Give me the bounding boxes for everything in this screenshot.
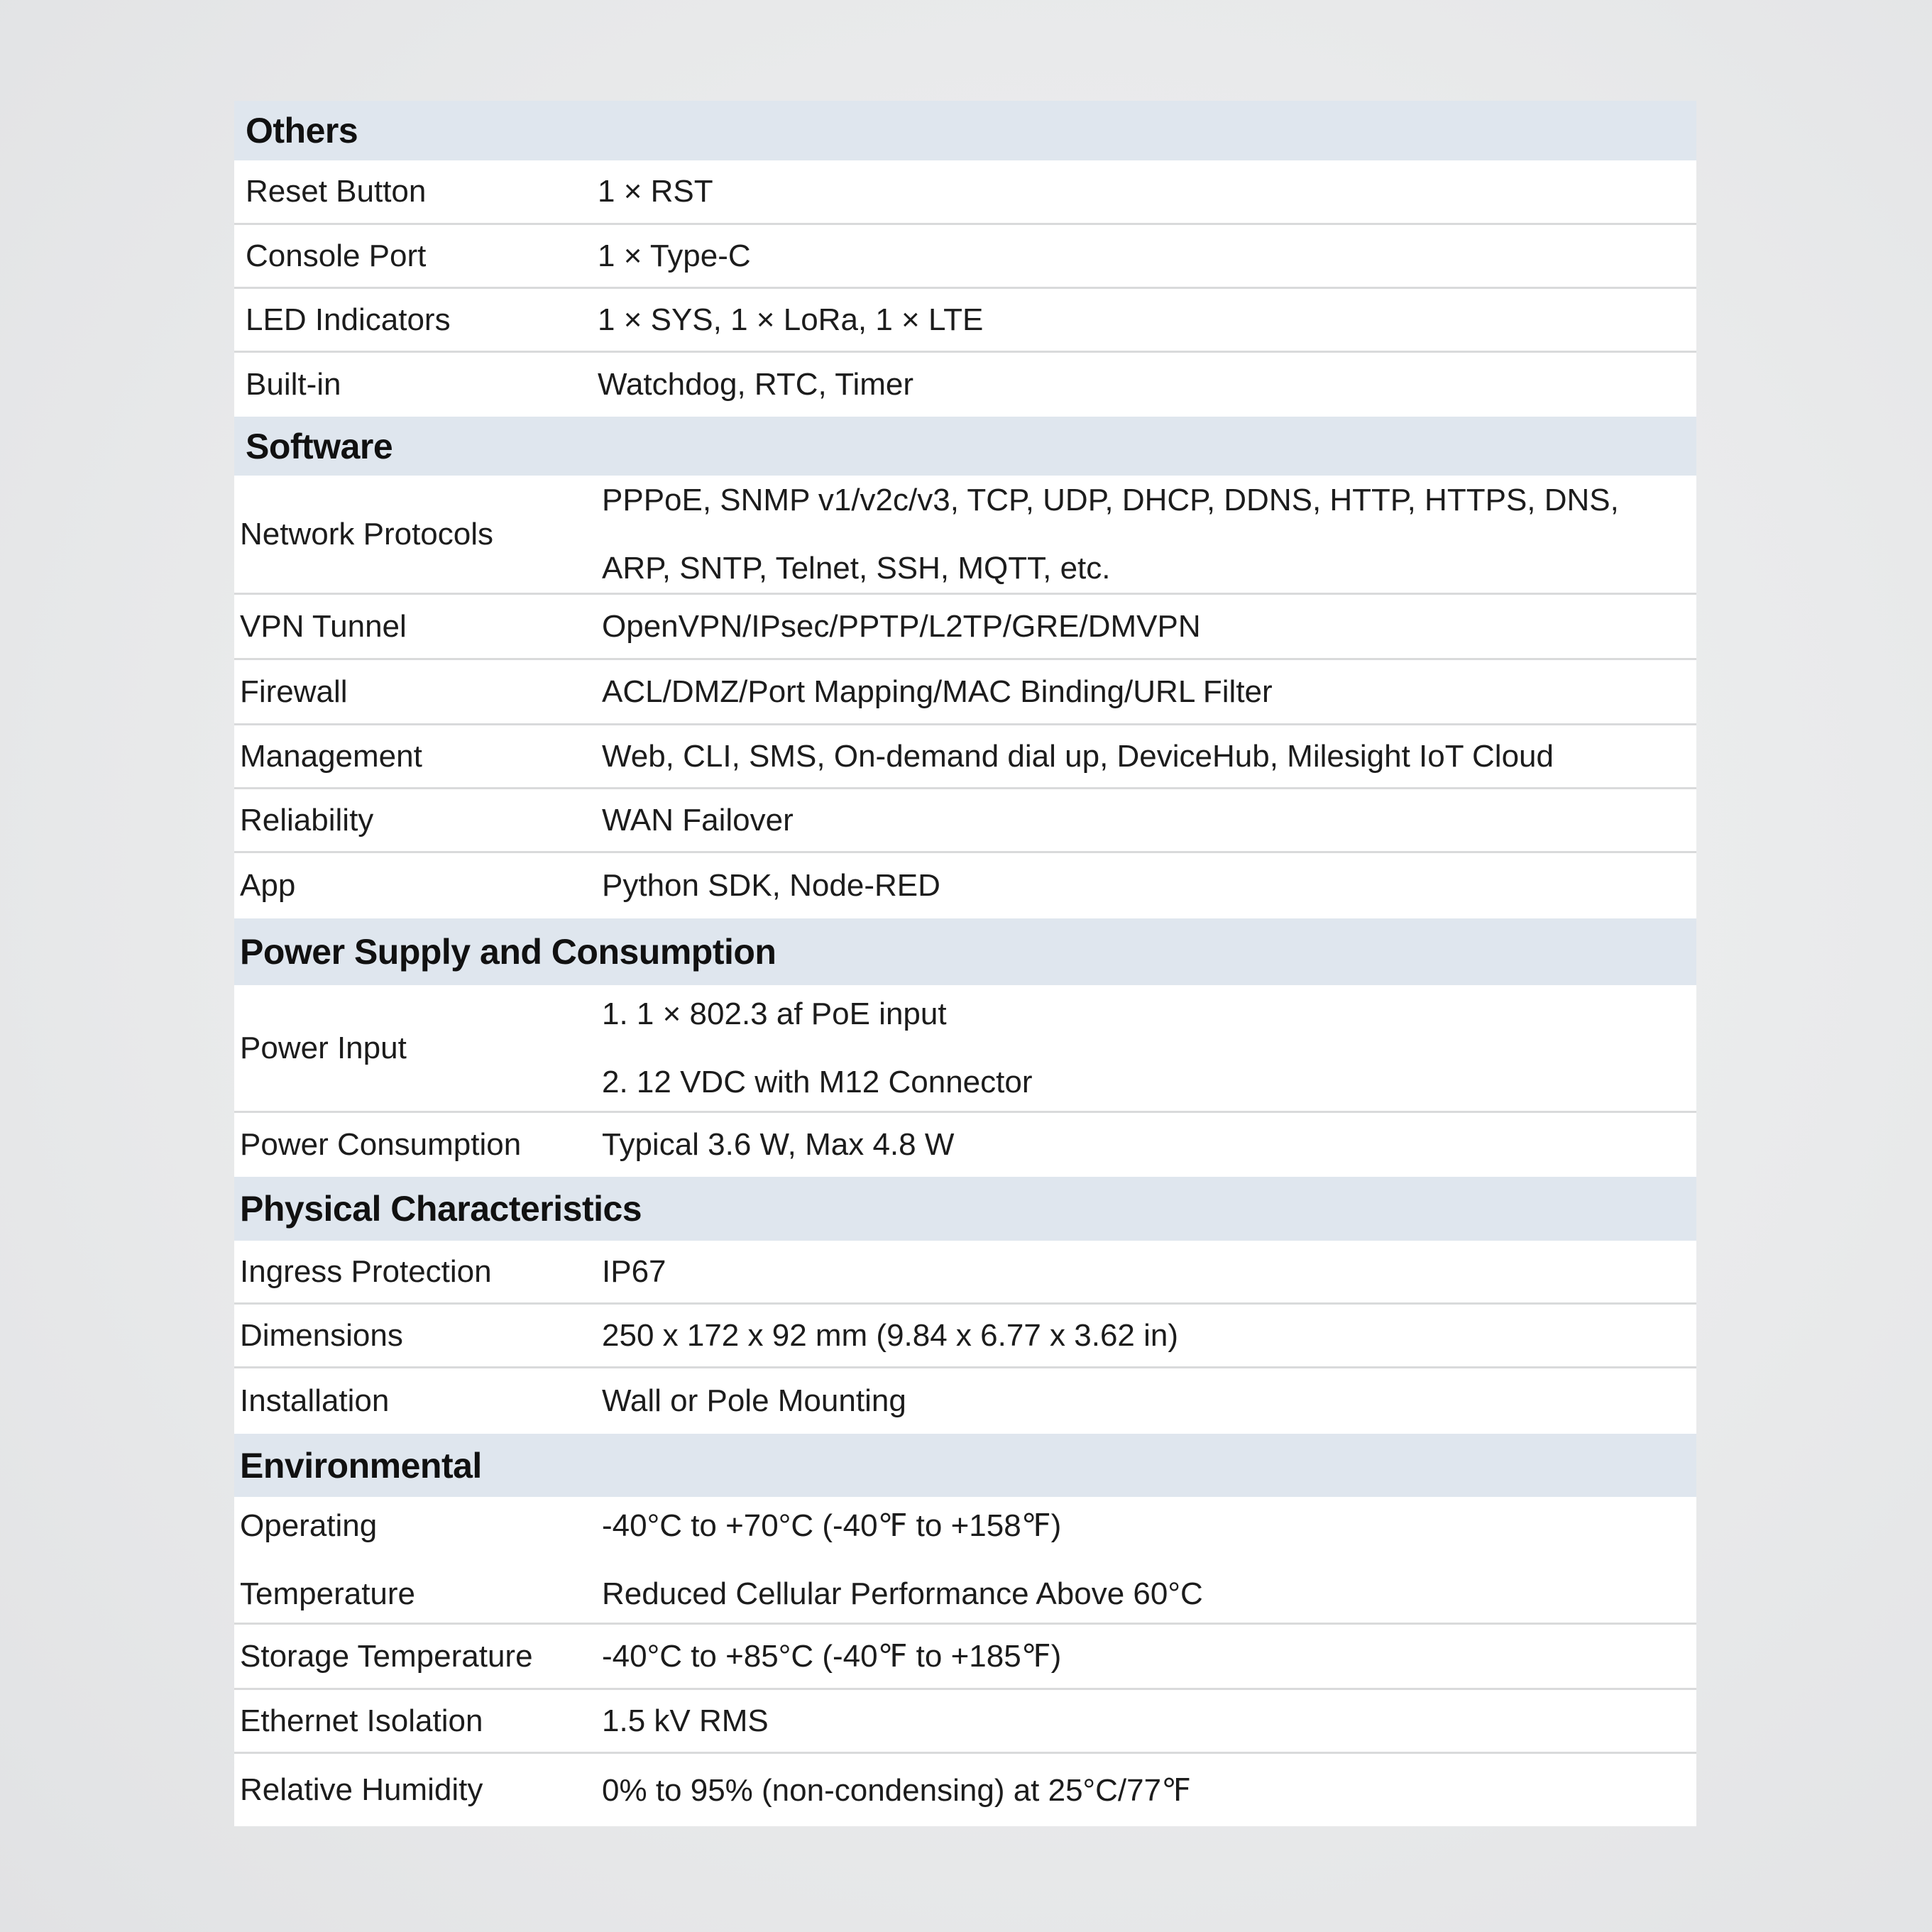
row-value: Wall or Pole Mounting [602, 1383, 906, 1418]
section-title: Others [246, 111, 358, 150]
row-label: Relative Humidity [240, 1772, 483, 1807]
row-value: IP67 [602, 1253, 666, 1289]
row-label: LED Indicators [246, 302, 451, 337]
table-row [234, 476, 1696, 595]
section-header-others [234, 101, 1696, 160]
row-label: Power Consumption [240, 1127, 522, 1162]
row-value: ACL/DMZ/Port Mapping/MAC Binding/URL Filter [602, 674, 1273, 709]
table-row [234, 1305, 1696, 1368]
row-value: WAN Failover [602, 802, 794, 838]
table-row [234, 1497, 1696, 1625]
row-label: Installation [240, 1383, 390, 1418]
row-value: OpenVPN/IPsec/PPTP/L2TP/GRE/DMVPN [602, 608, 1201, 644]
table-row [234, 160, 1696, 225]
section-header-software [234, 417, 1696, 476]
row-value: 250 x 172 x 92 mm (9.84 x 6.77 x 3.62 in) [602, 1317, 1179, 1353]
table-row [234, 1625, 1696, 1690]
row-value: PPPoE, SNMP v1/v2c/v3, TCP, UDP, DHCP, DDNS, HTTP, HTTPS, DNS, ARP, SNTP, Telnet, SSH, MQTT, etc. [602, 482, 1619, 586]
row-value: Web, CLI, SMS, On-demand dial up, DeviceHub, Milesight IoT Cloud [602, 738, 1554, 774]
row-label: App [240, 868, 296, 903]
row-value: 1. 1 × 802.3 af PoE input 2. 12 VDC with M12 Connector [602, 996, 1033, 1099]
table-row [234, 1690, 1696, 1754]
row-value: 1 × RST [598, 174, 713, 209]
section-header-physical [234, 1177, 1696, 1241]
row-label: Reliability [240, 802, 374, 838]
row-label: Management [240, 738, 422, 774]
row-value: -40°C to +85°C (-40℉ to +185℉) [602, 1639, 1062, 1674]
row-label: Operating Temperature [240, 1508, 416, 1611]
table-row [234, 1368, 1696, 1434]
row-value: Typical 3.6 W, Max 4.8 W [602, 1127, 955, 1162]
row-label: Firewall [240, 674, 348, 709]
section-title: Power Supply and Consumption [240, 932, 776, 972]
row-value: Python SDK, Node-RED [602, 868, 940, 903]
row-label: Network Protocols [240, 516, 494, 551]
row-value: 1 × SYS, 1 × LoRa, 1 × LTE [598, 302, 984, 337]
spec-table [234, 101, 1696, 1826]
row-value: -40°C to +70°C (-40℉ to +158℉) Reduced Cellular Performance Above 60°C [602, 1508, 1203, 1611]
section-title: Physical Characteristics [240, 1189, 642, 1229]
row-value: 0% to 95% (non-condensing) at 25°C/77℉ [602, 1772, 1191, 1808]
row-value: 1 × Type-C [598, 238, 751, 273]
row-label: Reset Button [246, 174, 427, 209]
table-row [234, 660, 1696, 725]
row-label: Storage Temperature [240, 1638, 533, 1674]
row-label: Power Input [240, 1030, 407, 1065]
section-header-environmental [234, 1434, 1696, 1497]
section-title: Software [246, 426, 393, 466]
table-row [234, 1754, 1696, 1826]
table-row [234, 725, 1696, 789]
row-label: Ethernet Isolation [240, 1703, 483, 1738]
row-label: Ingress Protection [240, 1253, 492, 1289]
row-label: Console Port [246, 238, 427, 273]
row-label: VPN Tunnel [240, 608, 407, 644]
table-row [234, 225, 1696, 289]
row-value: Watchdog, RTC, Timer [598, 367, 914, 402]
table-row [234, 985, 1696, 1113]
table-row [234, 1241, 1696, 1305]
table-row [234, 353, 1696, 417]
section-title: Environmental [240, 1445, 482, 1486]
table-row [234, 289, 1696, 353]
section-header-power [234, 918, 1696, 985]
row-label: Built-in [246, 367, 341, 402]
table-row [234, 1113, 1696, 1177]
row-value: 1.5 kV RMS [602, 1703, 769, 1738]
table-row [234, 789, 1696, 853]
table-row [234, 595, 1696, 660]
row-label: Dimensions [240, 1317, 403, 1353]
table-row [234, 853, 1696, 918]
